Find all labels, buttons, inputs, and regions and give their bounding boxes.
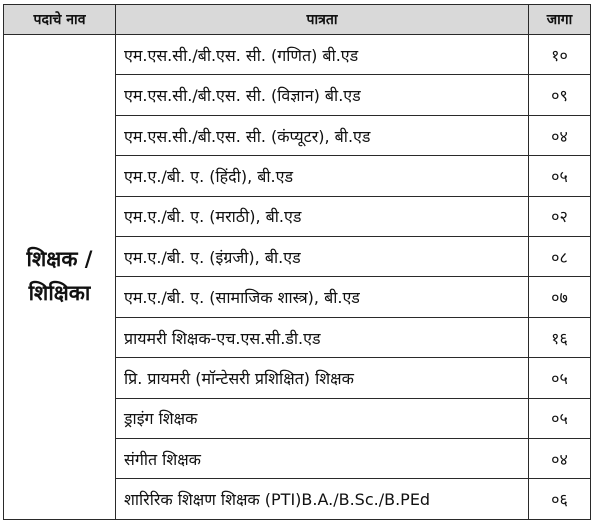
vacancy-count-cell: ०५ <box>529 398 591 438</box>
qualification-cell: प्रायमरी शिक्षक-एच.एस.सी.डी.एड <box>116 317 529 357</box>
vacancy-count-cell: १६ <box>529 317 591 357</box>
header-post-name: पदाचे नाव <box>4 5 116 35</box>
table-header-row <box>4 5 591 35</box>
qualification-cell: एम.ए./बी. ए. (हिंदी), बी.एड <box>116 156 529 196</box>
vacancy-count-cell: ०९ <box>529 75 591 115</box>
qualification-cell: ड्राइंग शिक्षक <box>116 398 529 438</box>
qualification-cell: एम.ए./बी. ए. (सामाजिक शास्त्र), बी.एड <box>116 277 529 317</box>
vacancy-count-cell: ०२ <box>529 196 591 236</box>
header-vacancies: जागा <box>529 5 591 35</box>
header-qualification: पात्रता <box>116 5 529 35</box>
vacancy-count-cell: ०४ <box>529 439 591 479</box>
qualification-cell: प्रि. प्रायमरी (मॉन्टेसरी प्रशिक्षित) शिक्षक <box>116 358 529 398</box>
vacancy-count-cell: ०४ <box>529 115 591 155</box>
qualification-cell: एम.एस.सी./बी.एस. सी. (विज्ञान) बी.एड <box>116 75 529 115</box>
qualification-cell: संगीत शिक्षक <box>116 439 529 479</box>
post-name-cell <box>4 35 116 520</box>
vacancy-count-cell: ०८ <box>529 237 591 277</box>
vacancy-table <box>3 4 591 520</box>
post-name-line-1: शिक्षक / <box>26 247 93 272</box>
qualification-cell: शारिरिक शिक्षण शिक्षक (PTI)B.A./B.Sc./B.PEd <box>116 479 529 520</box>
qualification-cell: एम.एस.सी./बी.एस. सी. (कंप्यूटर), बी.एड <box>116 115 529 155</box>
qualification-cell: एम.ए./बी. ए. (इंग्रजी), बी.एड <box>116 237 529 277</box>
table-row <box>4 35 591 75</box>
qualification-cell: एम.एस.सी./बी.एस. सी. (गणित) बी.एड <box>116 35 529 75</box>
vacancy-count-cell: ०६ <box>529 479 591 520</box>
vacancy-count-cell: ०५ <box>529 358 591 398</box>
vacancy-count-cell: ०५ <box>529 156 591 196</box>
vacancy-count-cell: १० <box>529 35 591 75</box>
post-name-line-2: शिक्षिका <box>28 281 91 305</box>
qualification-cell: एम.ए./बी. ए. (मराठी), बी.एड <box>116 196 529 236</box>
table-body <box>4 35 591 520</box>
vacancy-count-cell: ०७ <box>529 277 591 317</box>
